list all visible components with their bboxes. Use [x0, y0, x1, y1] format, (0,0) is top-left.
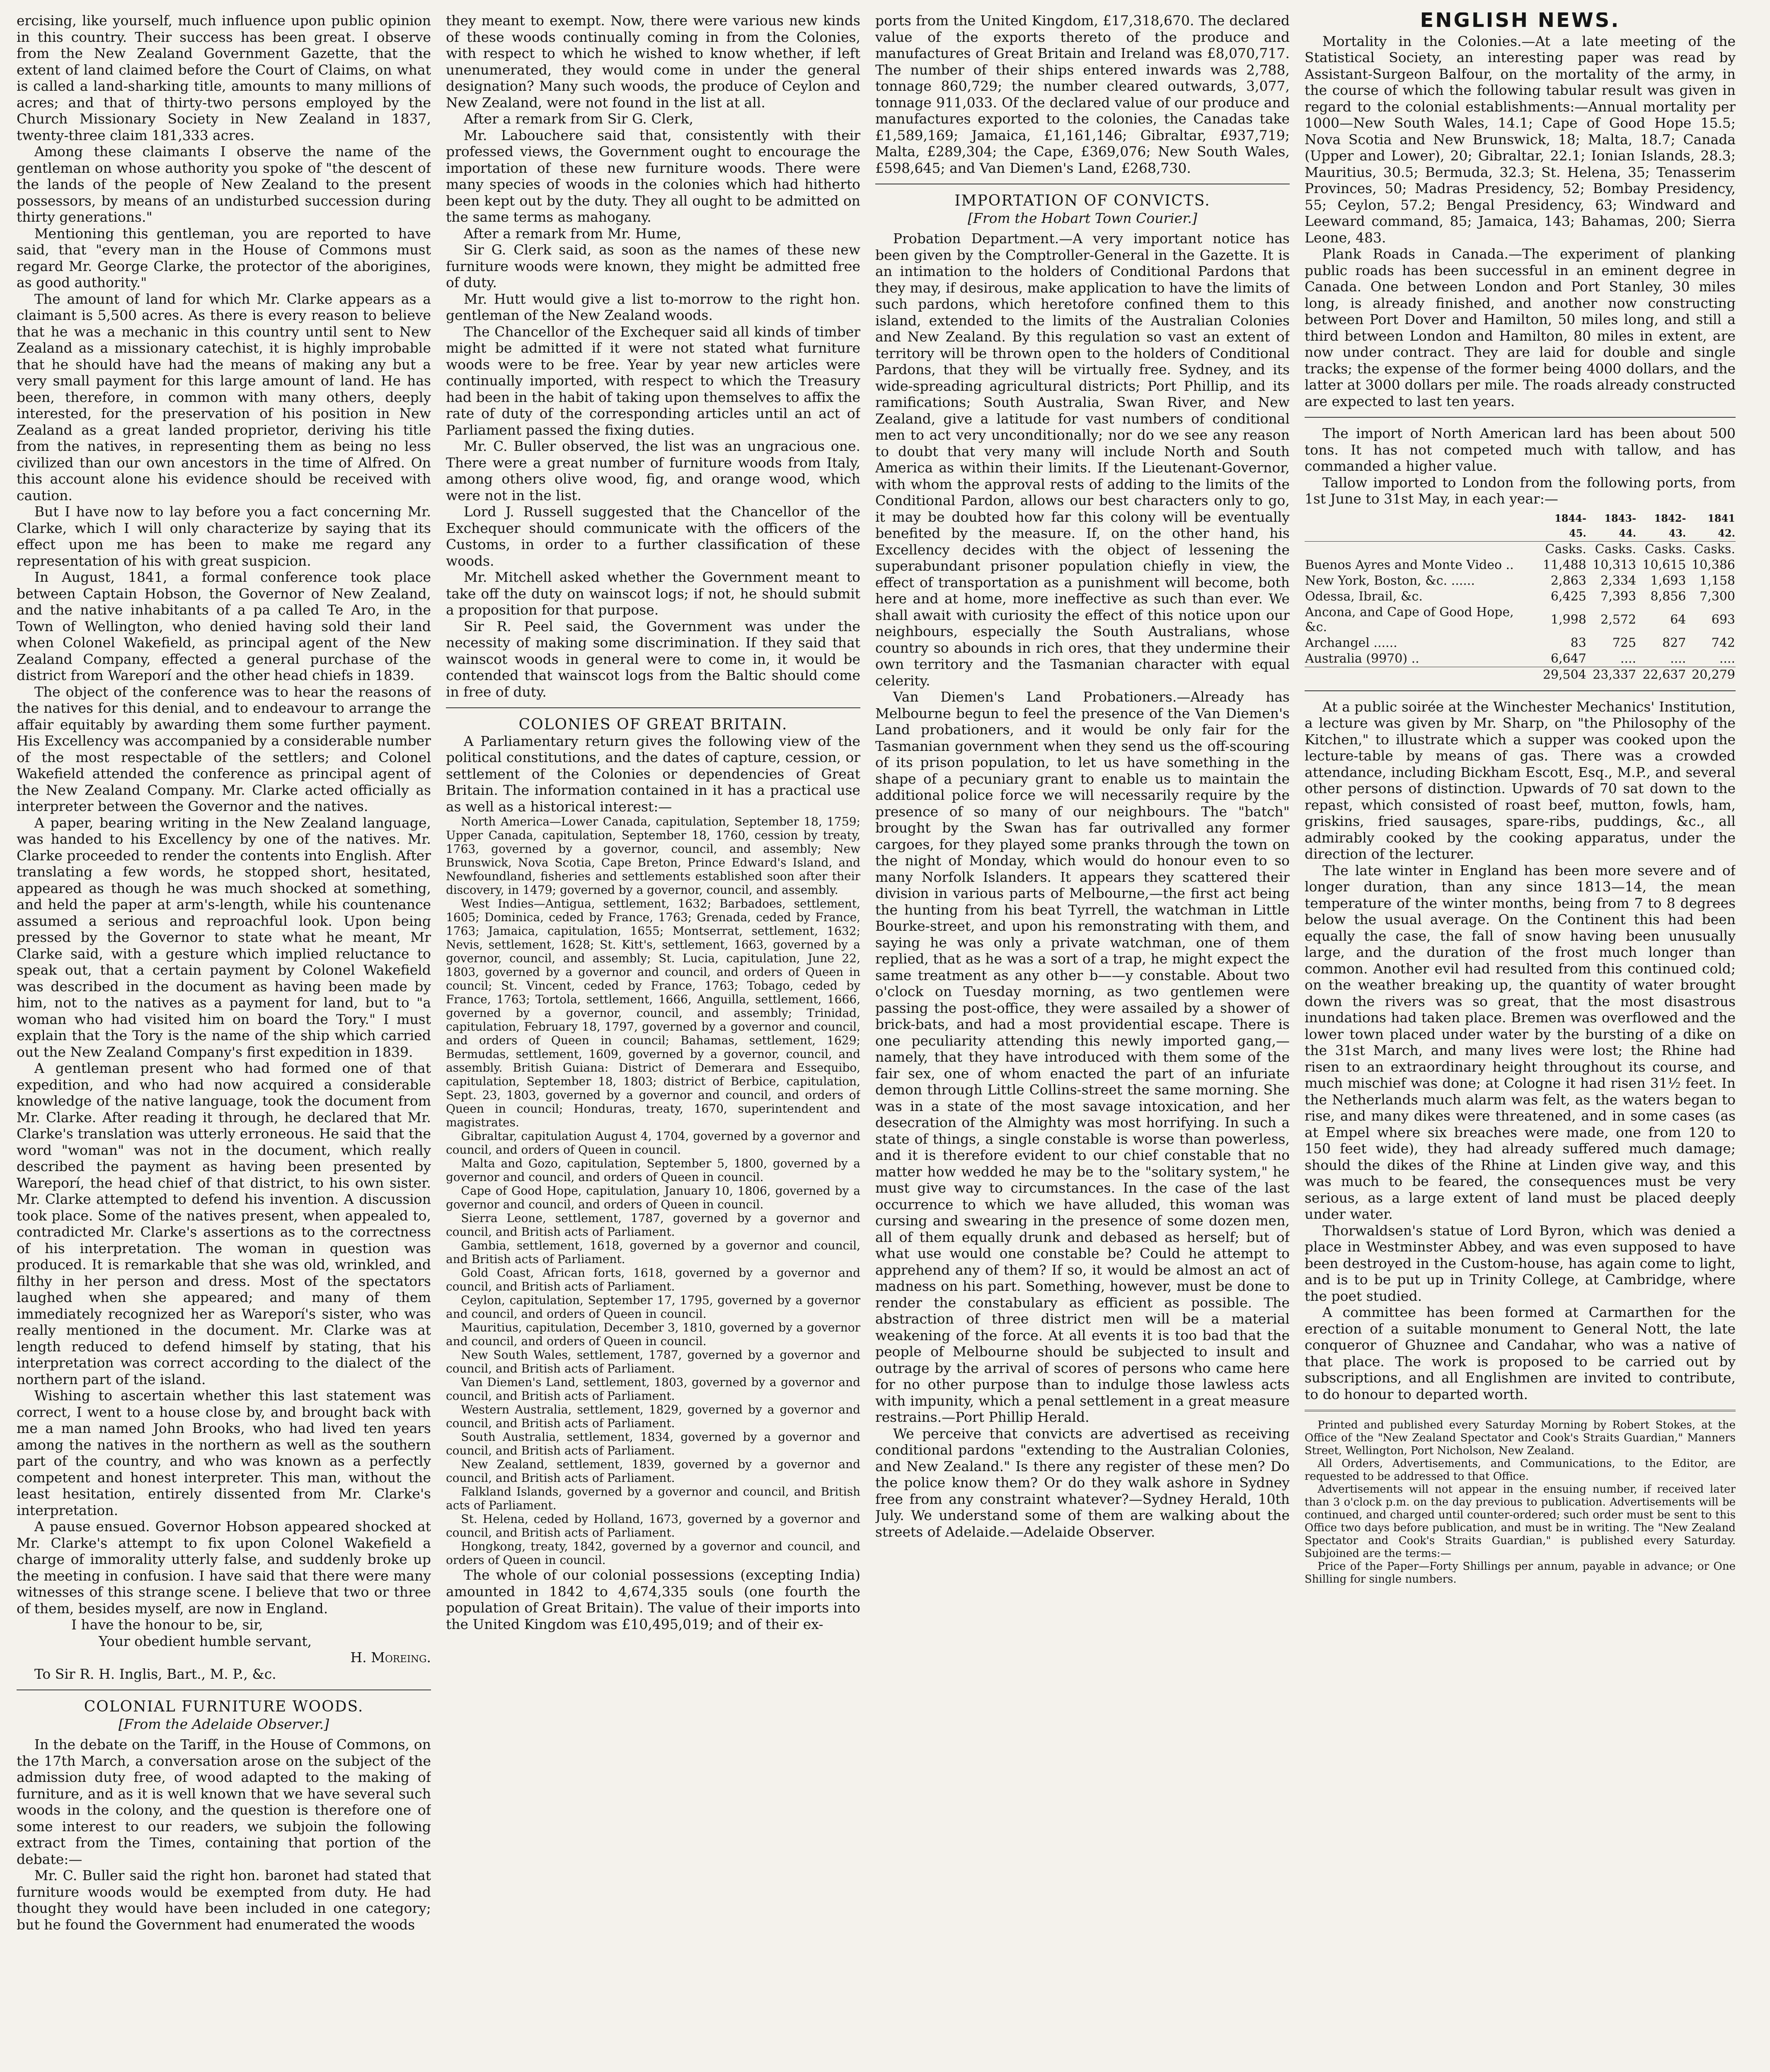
list-item: Cape of Good Hope, capitulation, January 10, 1806, governed by a governor and council, and orders of Queen in council. — [446, 1184, 860, 1211]
signature-line: I have the honour to be, sir, — [71, 1617, 263, 1633]
table-header-row — [1305, 511, 1736, 542]
table-cell: 23,337 — [1587, 667, 1637, 683]
signature-line: Your obedient humble servant, — [99, 1633, 312, 1649]
table-cell: 2,572 — [1601, 612, 1637, 627]
table-cell: 10,615 — [1642, 557, 1686, 572]
table-cell: 725 — [1612, 635, 1637, 650]
paragraph: Mr. C. Buller said the right hon. baronet had stated that furniture woods would be exempted from duty. He had thought they would have been included in one category; but he found the Government had enumerated the woods — [17, 1867, 431, 1933]
table-row — [1305, 605, 1736, 635]
table-cell: 64 — [1670, 612, 1686, 627]
list-item: St. Helena, ceded by Holland, 1673, governed by a governor and council, and British acts of Parliament. — [446, 1512, 860, 1539]
divider — [1305, 417, 1736, 418]
imprint-line: Printed and published every Saturday Morning by Robert Stokes, at the Office of the "New Zealand Spectator and Cook's Straits Guardian," Manners Street, Wellington, Port Nicholson, New Zealand. — [1305, 1419, 1736, 1457]
table-cell: 827 — [1662, 635, 1686, 650]
paragraph: Probation Department.—A very important notice has been given by the Comptroller-General in the Gazette. It is an intimation to the holders of Conditional Pardons that they may, if desirous, make application to have the limits of such pardons, which heretofore confined them to this island, extended to the limits of the Australian Colonies and New Zealand. By this regulation so vast an extent of territory will be thrown open to the holders of Conditional Pardons, that they will be virtually free. Sydney, and its wide-spreading agricultural districts; Port Phillip, and its ramifications; South Australia, Swan River, and New Zealand, give a latitude for vast numbers of conditional men to act very unconditionally; nor do we see any reason to doubt that very many will include North and South America as within their limits. If the Lieutenant-Governor, with whom the approval rests of adding to the limits of the Conditional Pardon, allows our best characters only to go, it may be doubted how far this colony will be eventually benefited by the measure. If, on the other hand, his Excellency decides with the object of lessening the superabundant prisoner population chiefly in view, the effect of transportation as a punishment will become, both here and at home, more ineffective as such than ever. We shall await with curiosity the effect of this notice upon our neighbours, especially the South Australians, whose country so abounds in rich ores, that they undermine their own territory and the Tasmanian character with equal celerity. — [875, 230, 1290, 689]
paragraph: A paper, bearing writing in the New Zealand language, was handed to his Excellency by one of the natives. Mr. Clarke proceeded to render the contents into English. After translating a few words, he stopped short, hesitated, appeared as though he was much shocked at something, and held the paper at arm's-length, while his countenance assumed a serious and reproachful look. Upon being pressed by the Governor to state what he meant, Mr Clarke said, with a gesture which implied reluctance to speak out, that a certain payment by Colonel Wakefield was described in the document as having been made by him, not to the natives as a payment for land, but to "a woman who had visited him on board the Tory." I must explain that the Tory is the name of the ship which carried out the New Zealand Company's first expedition in 1839. — [17, 814, 431, 1060]
list-item: South Australia, settlement, 1834, governed by a governor and council, and British acts of Parliament. — [446, 1430, 860, 1457]
paragraph: The late winter in England has been more severe and of longer duration, than any since 1813—14, the mean temperature of the winter months, being from 7 to 8 degrees below the usual average. On the Continent this had been equally the case, the fall of snow having been unusually large, and the duration of the frost much longer than common. Another evil had resulted from this continued cold; on the weather breaking up, the quantity of water brought down the rivers was so great, that the most disastrous inundations had taken place. Bremen was overflowed and the lower town placed under water by the bursting of a dike on the 31st March, and many lives were lost; the Rhine had risen to an extraordinary height throughout its course, and much mischief was done; at Cologne it had risen 31½ feet. In the Netherlands much alarm was felt, as the waters began to rise, and many dikes were threatened, and in some cases (as at Empel where six breaches were made, one from 120 to 150 feet wide), they had already suffered much damage; should the dikes of the Rhine at Linden give way, and this was much to be feared, the consequences must be very serious, as a large extent of land must be placed deeply under water. — [1305, 862, 1736, 1222]
list-item: Mauritius, capitulation, December 3, 1810, governed by a governor and council, and orders of Queen in council. — [446, 1321, 860, 1348]
paragraph: Sir G. Clerk said, as soon as the names of these new furniture woods were known, they might be admitted free of duty. — [446, 242, 860, 290]
divider — [1305, 1410, 1736, 1411]
paragraph: A gentleman present who had formed one of that expedition, and who had now acquired a considerable knowledge of the native language, took the document from Mr. Clarke. After reading it through, he declared that Mr. Clarke's translation was utterly erroneous. He said that the word "woman" was not in the document, which really described the payment as having been presented by Wareporí, the head chief of that district, to his own sister. Mr. Clarke attempted to defend his invention. A discussion took place. Some of the natives present, when appealed to, contradicted Mr. Clarke's assertions as to the correctness of his interpretation. The woman in question was produced. It is remarkable that she was old, wrinkled, and filthy in her person and dress. Most of the spectators laughed when she appeared; and many of them immediately recognized her as Wareporí's sister, who was really mentioned in the document. Mr. Clarke was at length reduced to defend himself by stating, that his interpretation was correct according to the dialect of the northern part of the island. — [17, 1060, 431, 1387]
paragraph: After a remark from Mr. Hume, — [463, 225, 682, 242]
paragraph: Mr. Hutt would give a list to-morrow to the right hon. gentleman of the New Zealand woods. — [446, 290, 860, 323]
list-item: Western Australia, settlement, 1829, governed by a governor and council, and British acts of Parliament. — [446, 1403, 860, 1430]
paragraph: We perceive that convicts are advertised as receiving conditional pardons "extending to the Australian Colonies, and New Zealand." Is there any register of these men? Do the police know them? Or do they walk ashore in Sydney free from any constraint whatever?—Sydney Herald, 10th July. We understand some of them are walking about the streets of Adelaide.—Adelaide Observer. — [875, 1425, 1290, 1540]
list-item: Gibraltar, capitulation August 4, 1704, governed by a governor and council, and orders of Queen in council. — [446, 1129, 860, 1157]
paragraph: Mr. C. Buller observed, the list was an ungracious one. There were a great number of furniture woods from Italy, among others olive wood, fig, and orange wood, which were not in the list. — [446, 438, 860, 503]
list-item: New South Wales, settlement, 1787, governed by a governor and council, and British acts of Parliament. — [446, 1348, 860, 1375]
paragraph: Van Diemen's Land Probationers.—Already has Melbourne begun to feel the presence of the Van Diemen's Land probationers, and it would be only fair for the Tasmanian government when they send us the off-scouring of its prison population, to let us have something in the shape of a pecuniary grant to enable us to maintain the additional police force we will necessarily require by the presence of so many of our neighbours. The "batch" brought by the Swan has far outrivalled any former cargoes, for they played some pranks through the town on the night of Monday, which would do honour even to so many Norfolk Islanders. It appears they scattered their division in various parts of Melbourne,—the first act being the hunting from his beat Tyrrell, the watchman in Little Bourke-street, and upon his remonstrating with them, and saying he was only a private watchman, one of them replied, that as he was a sort of a trap, he might expect the same treatment as any other b——y constable. About two o'clock on Tuesday morning, as two gentlemen were passing the post-office, they were assailed by a shower of brick-bats, and had a most providential escape. There is one peculiarity attending this newly imported gang,—namely, that they have introduced with them some of the fair sex, one of whom enacted the part of an infuriate demon through Little Collins-street the same morning. She was in a state of the most savage intoxication, and her desecration of the Almighty was most horrifying. In such a state of things, a single constable is worse than powerless, and it is therefore evident to our chief constable that no matter how wedded he may be to the "solitary system," he must give way to circumstances. In the case of the last occurrence to which we have alluded, this woman was cursing and swearing in the presence of some dozen men, all of them equally drunk and debased as herself; but of what use would one constable be? Could he attempt to apprehend any of them? If so, it would be almost an act of madness on his part. Something, however, must be done to render the constabulary as efficient as possible. The abstraction of three district men will be a material weakening of the force. At all events it is too bad that the people of Melbourne should be subjected to insult and outrage by the arrival of scores of persons who came here for no other purpose than to indulge those lawless acts with impunity, which a penal settlement in a great measure restrains.—Port Phillip Herald. — [875, 689, 1290, 1425]
row-label — [1305, 667, 1537, 683]
paragraph: The object of the conference was to hear the reasons of the natives for this denial, and to endeavour to arrange the affair equitably by awarding them some further payment. His Excellency was accompanied by a considerable number of the most respectable of the settlers; and Colonel Wakefield attended the conference as principal agent of the New Zealand Company. Mr. Clarke acted officially as interpreter between the Governor and the natives. — [17, 683, 431, 814]
column-1 — [17, 12, 431, 2072]
signature-name: H. Moreing. — [350, 1649, 431, 1665]
table-unit-row — [1305, 541, 1736, 557]
paragraph: Tallow imported to London from the following ports, from 1st June to 31st May, in each year:— — [1305, 474, 1736, 507]
table-row — [1305, 651, 1736, 667]
list-item: Van Diemen's Land, settlement, 1803, governed by a governor and council, and British acts of Parliament. — [446, 1375, 860, 1403]
paragraph: The amount of land for which Mr. Clarke appears as a claimant is 5,500 acres. As there is every reason to believe that he was a mechanic in this country until sent to New Zealand as a missionary catechist, it is highly improbable that he should have had the means of making any but a very small payment for this large amount of land. He has been, therefore, in common with many others, deeply interested, for the preservation of his position in New Zealand as a great landed proprietor, deriving his title from the natives, in representing them as being no less civilized than our own ancestors in the time of Alfred. On this account alone his evidence should be received with caution. — [17, 290, 431, 503]
row-label: Archangel ...... — [1305, 635, 1397, 650]
column-4 — [1305, 12, 1736, 2072]
table-cell: 1,158 — [1700, 573, 1735, 588]
paragraph: A pause ensued. Governor Hobson appeared shocked at Mr. Clarke's attempt to fix upon Colonel Wakefield a charge of immorality utterly false, and suddenly broke up the meeting in confusion. I have said that there were many witnesses of this strange scene. I believe that two or three of them, besides myself, are now in England. — [17, 1518, 431, 1617]
list-item: North America—Lower Canada, capitulation, September 18, 1759; Upper Canada, capitulation, September 18, 1760, cession by treaty, 1763, governed by a governor, council, and assembly; New Brunswick, Nova Scotia, Cape Breton, Prince Edward's Island, and Newfoundland, fisheries and settlements established soon after their discovery, in 1479; governed by a governor, council, and assembly. — [446, 815, 860, 897]
imprint-line: All Orders, Advertisements, and Communications, to the Editor, are requested to be addressed to that Office. — [1305, 1457, 1736, 1483]
paragraph: Lord J. Russell suggested that the Chancellor of the Exchequer should communicate with the officers of the Customs, in order to a further classification of these woods. — [446, 503, 860, 569]
paragraph: At a public soirée at the Winchester Mechanics' Institution, a lecture was given by Mr. Sharp, on "the Philosophy of the Kitchen," to illustrate which a supper was cooked upon the lecture-table by means of gas. There was a crowded attendance, including Bickham Escott, Esq., M.P., and several other persons of distinction. Upwards of 70 sat down to the repast, which consisted of roast beef, mutton, fowls, ham, griskins, fried sausages, spare-ribs, puddings, &c., all admirably cooked by the cooking apparatus, under the direction of the lecturer. — [1305, 698, 1736, 862]
list-item: Sierra Leone, settlement, 1787, governed by a governor and council, and British acts of Parliament. — [446, 1211, 860, 1239]
table-cell: 2,863 — [1550, 573, 1586, 588]
imprint-line: Advertisements will not appear in the ensuing number, if received later than 3 o'clock p.m. on the day previous to publication. Advertisements will be continued, and charged until counter-ordered; such order must be sent to this Office two days before publication, and must be in writing. The "New Zealand Spectator and Cook's Straits Guardian," is published every Saturday. Subjoined are the terms:— — [1305, 1483, 1736, 1560]
paragraph: After a remark from Sir G. Clerk, — [463, 111, 693, 127]
row-label: Ancona, and Cape of Good Hope, &c. — [1305, 605, 1514, 634]
list-item: New Zealand, settlement, 1839, governed by a governor and council, and British acts of Parliament. — [446, 1457, 860, 1485]
unit-label: Casks. — [1694, 542, 1735, 557]
addressee: To Sir R. H. Inglis, Bart., M. P., &c. — [34, 1665, 276, 1682]
paragraph: The import of North American lard has been about 500 tons. It has not competed much with tallow, and has commanded a higher value. — [1305, 425, 1736, 474]
paragraph: Sir R. Peel said, the Government was under the necessity of making some discrimination. If they said that wainscot woods in general were to come in, it would be contended that wainscot logs from the Baltic should come in free of duty. — [446, 618, 860, 700]
list-item: Hongkong, treaty, 1842, governed by a governor and council, and orders of Queen in council. — [446, 1539, 860, 1567]
article-heading: IMPORTATION OF CONVICTS. — [954, 192, 1211, 209]
table-cell: 6,425 — [1550, 589, 1586, 604]
table-cell: 29,504 — [1537, 667, 1587, 683]
list-item: Ceylon, capitulation, September 17, 1795, governed by a governor and council, and orders of Queen in council. — [446, 1293, 860, 1321]
paragraph: Wishing to ascertain whether this last statement was correct, I went to a house close by, and brought back with me a man named John Brooks, who had lived ten years among the natives in the northern as well as the southern part of the country, and who was known as a perfectly competent and honest interpreter. This man, without the least hesitation, entirely dissented from Mr. Clarke's interpretation. — [17, 1387, 431, 1518]
row-label: Buenos Ayres and Monte Video .. — [1305, 557, 1514, 572]
article-source: [From the Adelaide Observer.] — [118, 1716, 329, 1732]
table-total-row — [1305, 667, 1736, 683]
column-header: 1841 42. — [1686, 511, 1736, 542]
table-corner — [1305, 541, 1537, 557]
table-corner — [1305, 511, 1537, 542]
table-cell: 7,393 — [1601, 589, 1637, 604]
imprint-line: Price of the Paper—Forty Shillings per annum, payable in advance; or One Shilling for single numbers. — [1305, 1560, 1736, 1585]
table-cell: 693 — [1711, 612, 1735, 627]
table-cell: 1,998 — [1550, 612, 1586, 627]
paragraph: ercising, like yourself, much influence upon public opinion in this country. Their success has been great. I observe from the New Zealand Government Gazette, that the extent of land claimed before the Court of Claims, on what is called a land-sharking title, amounts to many millions of acres; and that of thirty-two persons employed by the Church Missionary Society in New Zealand in 1837, twenty-three claim 181,333 acres. — [17, 12, 431, 143]
imprint — [1305, 1419, 1736, 1586]
column-header: 1844-45. — [1537, 511, 1587, 542]
table-cell: .... — [1620, 651, 1637, 666]
paragraph: Mr. Labouchere said that, consistently with their professed views, the Government ought to encourage the importation of these new furniture woods. There were many species of woods in the colonies which had hitherto been kept out by the duty. They all ought to be admitted on the same terms as mahogany. — [446, 127, 860, 225]
paragraph: ports from the United Kingdom, £17,318,670. The declared value of the exports thereto of the produce and manufactures of Great Britain and Ireland was £8,070,717. The number of their ships entered inwards was 2,788, tonnage 860,729; the number cleared outwards, 3,077, tonnage 911,033. Of the declared value of our produce and manufactures exported to the colonies, the Canadas take £1,589,169; Jamaica, £1,161,146; Gibraltar, £937,719; Malta, £289,304; the Cape, £369,076; New South Wales, £598,645; and Van Diemen's Land, £268,730. — [875, 12, 1290, 176]
paragraph: Thorwaldsen's statue of Lord Byron, which was denied a place in Westminster Abbey, and was even supposed to have been destroyed in the Custom-house, has again come to light, and is to be put up in Trinity College, at Cambridge, where the poet studied. — [1305, 1222, 1736, 1304]
column-header: 1842-43. — [1637, 511, 1686, 542]
paragraph: The Chancellor of the Exchequer said all kinds of timber might be admitted if it were not stated what furniture woods were to be free. Year by year new articles were continually imported, with respect to which the Treasury had been in the habit of taking upon themselves to affix the rate of duty of the corresponding articles until an act of Parliament passed the fixing duties. — [446, 323, 860, 438]
article-heading: COLONIES OF GREAT BRITAIN. — [518, 716, 788, 733]
table-cell: 20,279 — [1686, 667, 1736, 683]
table-cell: 8,856 — [1650, 589, 1686, 604]
unit-label: Casks. — [1644, 542, 1686, 557]
article-heading: COLONIAL FURNITURE WOODS. — [84, 1698, 364, 1715]
table-cell: .... — [1670, 651, 1686, 666]
paragraph: Mr. Mitchell asked whether the Government meant to take off the duty on wainscot logs; if not, he should submit a proposition for that purpose. — [446, 569, 860, 618]
table-cell: 83 — [1570, 635, 1586, 650]
table-row — [1305, 573, 1736, 589]
paragraph: they meant to exempt. Now, there were various new kinds of these woods continually coming in from the Colonies, with respect to which he wished to know whether, if left unenumerated, they would come in under the general designation? Many such woods, the produce of Ceylon and New Zealand, were not found in the list at all. — [446, 12, 860, 111]
column-header: 1843-44. — [1587, 511, 1637, 542]
list-item: West Indies—Antigua, settlement, 1632; Barbadoes, settlement, 1605; Dominica, ceded by France, 1763; Grenada, ceded by France, 1763; Jamaica, capitulation, 1655; Montserrat, settlement, 1632; Nevis, settlement, 1628; St. Kitt's, settlement, 1663, governed by a governor, council, and assembly; St. Lucia, capitulation, June 22, 1803, governed by a governor and council, and orders of Queen in council; St. Vincent, ceded by France, 1763; Tobago, ceded by France, 1763; Tortola, settlement, 1666, Anguilla, settlement, 1666, governed by a governor, council, and assembly; Trinidad, capitulation, February 18, 1797, governed by a governor and council, and orders of Queen in council; Bahamas, settlement, 1629; Bermudas, settlement, 1609, governed by a governor, council, and assembly. British Guiana: District of Demerara and Essequibo, capitulation, September 18, 1803; district of Berbice, capitulation, Sept. 23, 1803, governed by a governor and council, and orders of Queen in council; Honduras, treaty, 1670, superintendent and magistrates. — [446, 897, 860, 1129]
column-2 — [446, 12, 860, 2072]
unit-label: Casks. — [1545, 542, 1586, 557]
row-label: New York, Boston, &c. ...... — [1305, 573, 1475, 588]
table-cell: 6,647 — [1550, 651, 1586, 666]
column-3 — [875, 12, 1290, 2072]
paragraph: The whole of our colonial possessions (excepting India) amounted in 1842 to 4,674,335 souls (one fourth the population of Great Britain). The value of their imports into the United Kingdom was £10,495,019; and of their ex- — [446, 1567, 860, 1632]
table-row — [1305, 557, 1736, 573]
table-cell: 2,334 — [1601, 573, 1637, 588]
section-title: ENGLISH NEWS. — [1420, 12, 1620, 32]
paragraph: A Parliamentary return gives the following view of the political constitutions, and the dates of capture, cession, or settlement of the Colonies or dependencies of Great Britain. The information contained in it has a practical use as well as a historical interest:— — [446, 733, 860, 815]
table-cell: 7,300 — [1700, 589, 1735, 604]
paragraph: Plank Roads in Canada.—The experiment of planking public roads has been successful in an eminent degree in Canada. One between London and Port Stanley, 30 miles long, is already finished, and another now constructing between Port Dover and Hamilton, 50 miles long, and still a third between London and Hamilton, 80 miles in extent, are now under contract. They are laid for double and single tracks; the expense of the former being 4000 dollars, and the latter at 3000 dollars per mile. The roads already constructed are expected to last ten years. — [1305, 246, 1736, 409]
table-cell: .... — [1719, 651, 1735, 666]
list-item: Gold Coast, African forts, 1618, governed by a governor and council, and British acts of Parliament. — [446, 1266, 860, 1293]
article-source: [From the Hobart Town Courier.] — [968, 210, 1197, 226]
row-label: Odessa, Ibrail, &c. — [1305, 589, 1423, 604]
paragraph: Mentioning this gentleman, you are reported to have said, that "every man in the House of Commons must regard Mr. George Clarke, the protector of the aborigines, as good authority." — [17, 225, 431, 290]
paragraph: In the debate on the Tariff, in the House of Commons, on the 17th March, a conversation arose on the subject of the admission duty free, of wood adapted to the making of furniture, and as it is well known that we have several such woods in the colony, and the question is therefore one of some interest to our readers, we subjoin the following extract from the Times, containing that portion of the debate:— — [17, 1736, 431, 1867]
paragraph: Among these claimants I observe the name of the gentleman on whose authority you spoke of "the descent of the lands of the people of New Zealand to the present possessors, by means of an undisturbed succession during thirty generations." — [17, 143, 431, 225]
list-item: Gambia, settlement, 1618, governed by a governor and council, and British acts of Parliament. — [446, 1239, 860, 1266]
table-cell: 10,313 — [1593, 557, 1637, 572]
table-cell: 22,637 — [1637, 667, 1686, 683]
list-item: Malta and Gozo, capitulation, September 5, 1800, governed by a governor and council, and orders of Queen in council. — [446, 1157, 860, 1184]
table-cell: 10,386 — [1692, 557, 1735, 572]
row-label: Australia (9970) .. — [1305, 651, 1419, 666]
table-row — [1305, 635, 1736, 651]
divider — [446, 707, 860, 708]
table-cell: 1,693 — [1650, 573, 1686, 588]
paragraph: But I have now to lay before you a fact concerning Mr. Clarke, which I will only characterize by saying that its effect upon me has been to make me regard any representation of his with great suspicion. — [17, 503, 431, 569]
table-cell: 11,488 — [1542, 557, 1586, 572]
tallow-import-table — [1305, 511, 1736, 683]
paragraph: Mortality in the Colonies.—At a late meeting of the Statistical Society, an interesting paper was read by Assistant-Surgeon Balfour, on the mortality of the army, in the course of which the following tabular result was given in regard to the colonial establishments:—Annual mortality per 1000—New South Wales, 14.1; Cape of Good Hope 15.5; Nova Scotia and New Brunswick, 18; Malta, 18.7; Canada (Upper and Lower), 20; Gibraltar, 22.1; Ionian Islands, 28.3; Mauritius, 30.5; Bermuda, 32.3; St. Helena, 35; Tenasserim Provinces, 50; Madras Presidency, 52; Bombay Presidency, 55; Ceylon, 57.2; Bengal Presidency, 63; Windward and Leeward command, 85; Jamaica, 143; Bahamas, 200; Sierra Leone, 483. — [1305, 33, 1736, 246]
paragraph: A committee has been formed at Carmarthen for the erection of a suitable monument to General Nott, the late conqueror of Ghuznee and Candahar, who was a native of that place. The work is proposed to be carried out by subscriptions, and all Englishmen are invited to contribute, to do honour to departed worth. — [1305, 1304, 1736, 1402]
paragraph: In August, 1841, a formal conference took place between Captain Hobson, the Governor of New Zealand, and the native inhabitants of a pa called Te Aro, in the Town of Wellington, who denied having sold their land when Colonel Wakefield, as principal agent of the New Zealand Company, effected a general purchase of the district from Wareporí and the other head chiefs in 1839. — [17, 569, 431, 683]
unit-label: Casks. — [1595, 542, 1637, 557]
colony-list — [446, 815, 860, 1567]
table-row — [1305, 589, 1736, 605]
list-item: Falkland Islands, governed by a governor and council, and British acts of Parliament. — [446, 1485, 860, 1512]
divider — [1305, 690, 1736, 691]
table-cell: 742 — [1711, 635, 1735, 650]
